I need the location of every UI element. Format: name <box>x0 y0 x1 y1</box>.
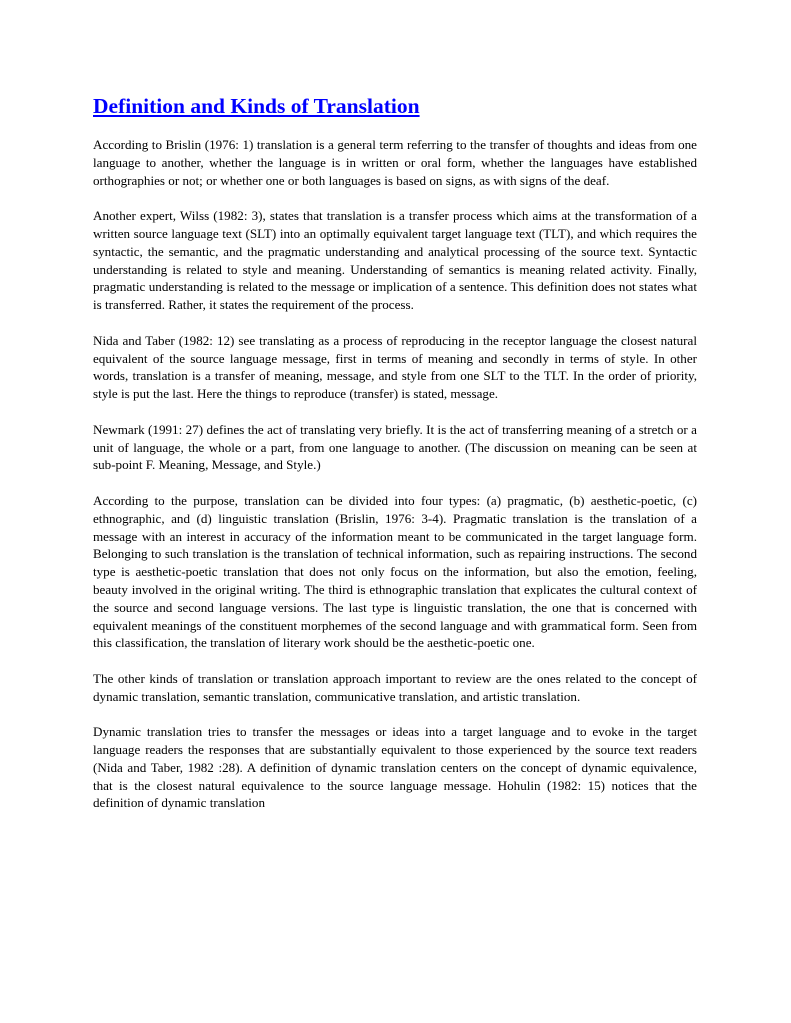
paragraph-wilss-definition: Another expert, Wilss (1982: 3), states that translation is a transfer process which aims at the transformation of a written source language text (SLT) into an optimally equivalent target language text (TLT), and which requires the syntactic, the semantic, and the pragmatic understanding and analytical processing of the source text. Syntactic understanding is related to style and meaning. Understanding of semantics is meaning related activity. Finally, pragmatic understanding is related to the message or implication of a sentence. This definition does not states what is transferred. Rather, it states the requirement of the process. <box>93 208 697 313</box>
paragraph-nida-taber-definition: Nida and Taber (1982: 12) see translating as a process of reproducing in the receptor language the closest natural equivalent of the source language message, first in terms of meaning and secondly in terms of style. In other words, translation is a transfer of meaning, message, and style from one SLT to the TLT. In the order of priority, style is put the last. Here the things to reproduce (transfer) is stated, message. <box>93 332 697 402</box>
document-title: Definition and Kinds of Translation <box>93 94 420 118</box>
paragraph-brislin-definition: According to Brislin (1976: 1) translation is a general term referring to the transfer of thoughts and ideas from one language to another, whether the language is in written or oral form, whether the languages have established orthographies or not; or whether one or both languages is based on signs, as with signs of the deaf. <box>93 137 697 188</box>
paragraph-newmark-definition: Newmark (1991: 27) defines the act of translating very briefly. It is the act of transferring meaning of a stretch or a unit of language, the whole or a part, from one language to another. (The discussion on meaning can be seen at sub-point F. Meaning, Message, and Style.) <box>93 421 697 473</box>
paragraph-dynamic-translation: Dynamic translation tries to transfer the messages or ideas into a target language and to evoke in the target language readers the responses that are substantially equivalent to those experienced by the source text readers (Nida and Taber, 1982 :28). A definition of dynamic translation centers on the concept of dynamic equivalence, that is the closest natural equivalence to the source language message. Hohulin (1982: 15) notices that the definition of dynamic translation <box>93 724 697 811</box>
paragraph-other-kinds: The other kinds of translation or translation approach important to review are the ones related to the concept of dynamic translation, semantic translation, communicative translation, and artistic translation. <box>93 670 697 704</box>
paragraph-translation-types: According to the purpose, translation can be divided into four types: (a) pragmatic, (b) aesthetic-poetic, (c) ethnographic, and (d) linguistic translation (Brislin, 1976: 3-4). Pragmatic translation is the translation of a message with an interest in accuracy of the information meant to be communicated in the target language form. Belonging to such translation is the translation of technical information, such as repairing instructions. The second type is aesthetic-poetic translation that does not only focus on the information, but also the emotion, feeling, beauty involved in the original writing. The third is ethnographic translation that explicates the cultural context of the source and second language versions. The last type is linguistic translation, the one that is concerned with equivalent meanings of the constituent morphemes of the second language and with grammatical form. Seen from this classification, the translation of literary work should be the aesthetic-poetic one. <box>93 492 697 651</box>
document-page <box>93 92 697 812</box>
